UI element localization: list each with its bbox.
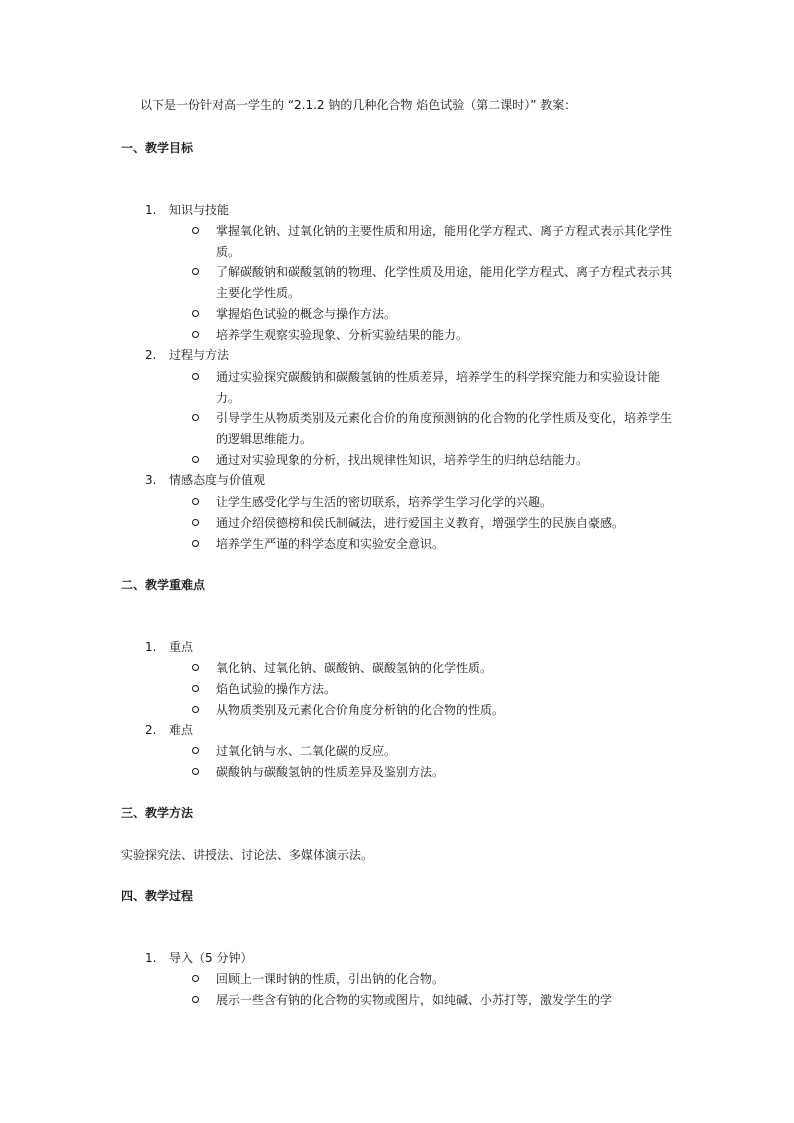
section-heading-key-points: 二、教学重难点 bbox=[121, 578, 206, 592]
bullet-circle-icon bbox=[192, 414, 199, 421]
bullet-item: 过氧化钠与水、二氧化碳的反应。 bbox=[192, 741, 682, 762]
bullet-circle-icon bbox=[192, 268, 199, 275]
bullet-item: 让学生感受化学与生活的密切联系，培养学生学习化学的兴趣。 bbox=[192, 492, 682, 513]
bullet-item: 培养学生严谨的科学态度和实验安全意识。 bbox=[192, 534, 682, 555]
bullet-circle-icon bbox=[192, 996, 199, 1003]
numbered-item: 3. 情感态度与价值观 bbox=[145, 473, 266, 487]
bullet-circle-icon bbox=[192, 975, 199, 982]
bullet-circle-icon bbox=[192, 664, 199, 671]
bullet-circle-icon bbox=[192, 519, 199, 526]
numbered-item: 1. 重点 bbox=[145, 640, 194, 654]
section-heading-process: 四、教学过程 bbox=[121, 889, 194, 903]
bullet-item: 掌握焰色试验的概念与操作方法。 bbox=[192, 304, 682, 325]
bullet-circle-icon bbox=[192, 498, 199, 505]
bullet-item: 通过实验探究碳酸钠和碳酸氢钠的性质差异，培养学生的科学探究能力和实验设计能力。 bbox=[192, 367, 682, 408]
bullet-item: 焰色试验的操作方法。 bbox=[192, 679, 682, 700]
bullet-item: 回顾上一课时钠的性质，引出钠的化合物。 bbox=[192, 969, 682, 990]
bullet-circle-icon bbox=[192, 310, 199, 317]
bullet-circle-icon bbox=[192, 331, 199, 338]
numbered-item: 1. 导入（5 分钟） bbox=[145, 951, 253, 965]
numbered-item: 2. 难点 bbox=[145, 723, 194, 737]
numbered-item: 2. 过程与方法 bbox=[145, 348, 230, 362]
numbered-item: 1. 知识与技能 bbox=[145, 203, 230, 217]
bullet-item: 培养学生观察实验现象、分析实验结果的能力。 bbox=[192, 325, 682, 346]
bullet-item: 了解碳酸钠和碳酸氢钠的物理、化学性质及用途，能用化学方程式、离子方程式表示其主要化学性质。 bbox=[192, 262, 682, 303]
bullet-circle-icon bbox=[192, 706, 199, 713]
bullet-circle-icon bbox=[192, 768, 199, 775]
bullet-item: 碳酸钠与碳酸氢钠的性质差异及鉴别方法。 bbox=[192, 762, 682, 783]
bullet-item: 掌握氧化钠、过氧化钠的主要性质和用途，能用化学方程式、离子方程式表示其化学性质。 bbox=[192, 221, 682, 262]
bullet-circle-icon bbox=[192, 540, 199, 547]
bullet-circle-icon bbox=[192, 456, 199, 463]
methods-text: 实验探究法、讲授法、讨论法、多媒体演示法。 bbox=[121, 848, 374, 862]
bullet-item: 氧化钠、过氧化钠、碳酸钠、碳酸氢钠的化学性质。 bbox=[192, 658, 682, 679]
bullet-circle-icon bbox=[192, 373, 199, 380]
section-heading-objectives: 一、教学目标 bbox=[121, 141, 194, 155]
bullet-item: 通过介绍侯德榜和侯氏制碱法，进行爱国主义教育，增强学生的民族自豪感。 bbox=[192, 513, 682, 534]
bullet-circle-icon bbox=[192, 747, 199, 754]
bullet-circle-icon bbox=[192, 685, 199, 692]
bullet-item: 展示一些含有钠的化合物的实物或图片，如纯碱、小苏打等，激发学生的学 bbox=[192, 990, 682, 1011]
bullet-circle-icon bbox=[192, 227, 199, 234]
bullet-item: 通过对实验现象的分析，找出规律性知识，培养学生的归纳总结能力。 bbox=[192, 450, 682, 471]
section-heading-methods: 三、教学方法 bbox=[121, 806, 194, 820]
intro-paragraph: 以下是一份针对高一学生的 “2.1.2 钠的几种化合物 焰色试验（第二课时）” 教案： bbox=[140, 98, 577, 112]
bullet-item: 引导学生从物质类别及元素化合价的角度预测钠的化合物的化学性质及变化，培养学生的逻辑思维能力。 bbox=[192, 408, 682, 449]
bullet-item: 从物质类别及元素化合价角度分析钠的化合物的性质。 bbox=[192, 700, 682, 721]
